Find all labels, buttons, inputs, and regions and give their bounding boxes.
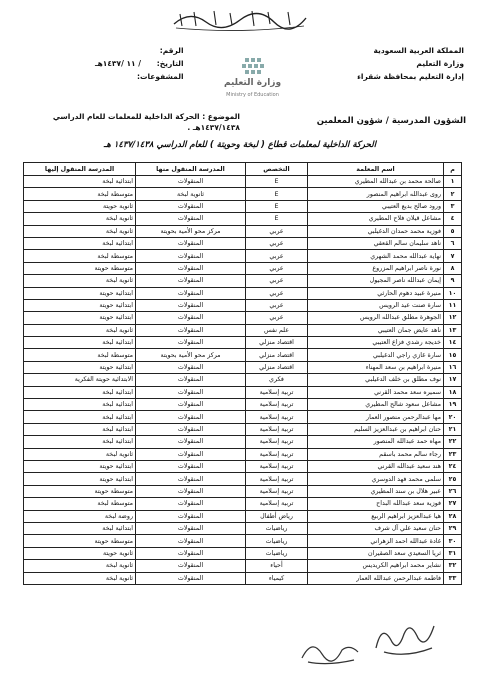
cell-specialty: تربية إسلامية <box>246 399 308 411</box>
cell-index: ٨ <box>444 262 462 274</box>
cell-name: ورود صالح بديع العتيبي <box>308 200 444 212</box>
cell-to-school: متوسطة لبخة <box>24 250 136 262</box>
transfers-table <box>23 162 462 585</box>
cell-to-school: ابتدائية لبخة <box>24 411 136 423</box>
col-header-from-school: المدرسة المنقول منها <box>136 163 246 176</box>
cell-to-school: الابتدائية حويتة الفكرية <box>24 374 136 386</box>
cell-to-school: متوسطة لبخة <box>24 349 136 361</box>
cell-name: حنان ابراهيم بن عبدالعزيز السليم <box>308 423 444 435</box>
cell-to-school: متوسطة حويتة <box>24 485 136 497</box>
cell-name: رجاء سالم محمد باسقم <box>308 448 444 460</box>
cell-name: حنان سعيد علي آل شرف <box>308 522 444 534</box>
cell-to-school: ثانوية حويتة <box>24 547 136 559</box>
cell-from-school: المنقولات <box>136 237 246 249</box>
cell-to-school: ابتدائية حويتة <box>24 312 136 324</box>
table-row <box>24 436 462 448</box>
cell-from-school: المنقولات <box>136 411 246 423</box>
table-row <box>24 547 462 559</box>
cell-from-school: المنقولات <box>136 213 246 225</box>
cell-index: ٢٥ <box>444 473 462 485</box>
cell-specialty: عربي <box>246 312 308 324</box>
cell-from-school: المنقولات <box>136 275 246 287</box>
table-row <box>24 572 462 584</box>
cell-name: هيا عبدالعزيز ابراهيم الربيع <box>308 510 444 522</box>
cell-from-school: المنقولات <box>136 312 246 324</box>
cell-from-school: المنقولات <box>136 560 246 572</box>
cell-from-school: المنقولات <box>136 436 246 448</box>
cell-to-school: ثانوية لبخة <box>24 225 136 237</box>
cell-index: ١٤ <box>444 337 462 349</box>
cell-specialty: تربية إسلامية <box>246 473 308 485</box>
cell-specialty: عربي <box>246 299 308 311</box>
table-row <box>24 535 462 547</box>
subject-line: الموضوع : الحركة الداخلية للمعلمات للعام الدراسي ١٤٣٧/١٤٣٨هـ . <box>52 112 240 132</box>
cell-to-school: ثانوية لبخة <box>24 572 136 584</box>
cell-to-school: ابتدائية حويتة <box>24 299 136 311</box>
cell-specialty: رياضيات <box>246 535 308 547</box>
cell-from-school: المنقولات <box>136 522 246 534</box>
cell-specialty: عربي <box>246 225 308 237</box>
table-row <box>24 200 462 212</box>
cell-name: عبير هلال بن سند المطيري <box>308 485 444 497</box>
cell-index: ٣٠ <box>444 535 462 547</box>
header-left-block <box>95 44 184 83</box>
cell-to-school: ثانوية لبخة <box>24 448 136 460</box>
cell-index: ١٣ <box>444 324 462 336</box>
table-row <box>24 460 462 472</box>
table-row <box>24 374 462 386</box>
table-row <box>24 423 462 435</box>
table-body <box>24 176 462 585</box>
cell-to-school: ابتدائية لبخة <box>24 386 136 398</box>
cell-from-school: المنقولات <box>136 386 246 398</box>
cell-name: نورة ناصر ابراهيم المزروع <box>308 262 444 274</box>
cell-to-school: ابتدائية حويتة <box>24 287 136 299</box>
cell-from-school: ثانوية لبخة <box>136 188 246 200</box>
cell-specialty: عربي <box>246 275 308 287</box>
cell-to-school: ابتدائية لبخة <box>24 436 136 448</box>
cell-specialty: اقتصاد منزلي <box>246 337 308 349</box>
ref-label: الرقم: <box>159 46 184 55</box>
cell-from-school: المنقولات <box>136 448 246 460</box>
cell-index: ١٢ <box>444 312 462 324</box>
cell-specialty: اقتصاد منزلي <box>246 349 308 361</box>
table-row <box>24 176 462 188</box>
cell-from-school: المنقولات <box>136 485 246 497</box>
cell-to-school: متوسطة حويتة <box>24 262 136 274</box>
cell-to-school: ابتدائية لبخة <box>24 423 136 435</box>
cell-from-school: المنقولات <box>136 473 246 485</box>
cell-specialty: E <box>246 200 308 212</box>
table-row <box>24 324 462 336</box>
cell-index: ٥ <box>444 225 462 237</box>
table-row <box>24 349 462 361</box>
cell-specialty: علم نفس <box>246 324 308 336</box>
table-row <box>24 312 462 324</box>
cell-from-school: مركز محو الأمية بحويتة <box>136 225 246 237</box>
col-header-to-school: المدرسة المنقول إليها <box>24 163 136 176</box>
cell-specialty: E <box>246 176 308 188</box>
cell-specialty: تربية إسلامية <box>246 460 308 472</box>
cell-specialty: E <box>246 213 308 225</box>
cell-specialty: تربية إسلامية <box>246 386 308 398</box>
department-line: الشؤون المدرسية / شؤون المعلمين <box>316 116 466 126</box>
cell-name: مها عبدالرحمن منصور العمار <box>308 411 444 423</box>
cell-index: ٢٠ <box>444 411 462 423</box>
cell-name: منيرة ابراهيم بن سعد المهناء <box>308 361 444 373</box>
cell-index: ٣٢ <box>444 560 462 572</box>
cell-to-school: ابتدائية لبخة <box>24 337 136 349</box>
cell-specialty: كيمياء <box>246 572 308 584</box>
cell-name: غادة عبدالله احمد الزهراني <box>308 535 444 547</box>
cell-specialty: E <box>246 188 308 200</box>
table-row <box>24 299 462 311</box>
col-header-name: اسم المعلمة <box>308 163 444 176</box>
cell-from-school: المنقولات <box>136 374 246 386</box>
table-row <box>24 399 462 411</box>
cell-name: صالحة محمد بن عبدالله المطيري <box>308 176 444 188</box>
table-row <box>24 386 462 398</box>
cell-name: منيرة عبيد دهوم الحارثي <box>308 287 444 299</box>
table-row <box>24 498 462 510</box>
cell-from-school: مركز محو الأمية بحويتة <box>136 349 246 361</box>
cell-index: ١١ <box>444 299 462 311</box>
cell-to-school: ثانوية لبخة <box>24 324 136 336</box>
logo-subtext: Ministry of Education <box>226 92 279 98</box>
basmala-calligraphy <box>170 6 310 32</box>
cell-name: نوف مطلق بن خلف الدغيلبي <box>308 374 444 386</box>
cell-specialty: فكري <box>246 374 308 386</box>
cell-from-school: المنقولات <box>136 423 246 435</box>
table-header-row <box>24 163 462 176</box>
cell-from-school: المنقولات <box>136 460 246 472</box>
cell-from-school: المنقولات <box>136 324 246 336</box>
cell-name: مشاعل سعود شالح المطيري <box>308 399 444 411</box>
cell-name: ناهد عايض جمان العتيبي <box>308 324 444 336</box>
cell-name: سارة صنت عيد الرويس <box>308 299 444 311</box>
cell-from-school: المنقولات <box>136 510 246 522</box>
cell-specialty: أحياء <box>246 560 308 572</box>
cell-name: فوزية سعد عبدالله البداح <box>308 498 444 510</box>
header-right-block <box>357 44 464 83</box>
cell-name: فاطمة عبدالرحمن عبدالله العمار <box>308 572 444 584</box>
cell-name: نهاية عبدالله محمد الشهري <box>308 250 444 262</box>
cell-name: فوزية محمد حمدان الدغيلبي <box>308 225 444 237</box>
cell-name: هند سعيد عبدالله القرني <box>308 460 444 472</box>
signature-mark <box>298 630 363 668</box>
cell-index: ١٦ <box>444 361 462 373</box>
cell-index: ٣ <box>444 200 462 212</box>
cell-index: ١ <box>444 176 462 188</box>
cell-index: ٢٧ <box>444 498 462 510</box>
cell-from-school: المنقولات <box>136 361 246 373</box>
cell-from-school: المنقولات <box>136 498 246 510</box>
cell-to-school: ابتدائية لبخة <box>24 237 136 249</box>
cell-index: ٢ <box>444 188 462 200</box>
cell-index: ٤ <box>444 213 462 225</box>
cell-to-school: ابتدائية لبخة <box>24 522 136 534</box>
logo-text: وزارة التعليم <box>223 78 282 88</box>
table-row <box>24 411 462 423</box>
cell-specialty: تربية إسلامية <box>246 498 308 510</box>
cell-to-school: ثانوية حويتة <box>24 200 136 212</box>
col-header-index: م <box>444 163 462 176</box>
cell-to-school: ثانوية لبخة <box>24 560 136 572</box>
header-line-directorate: إدارة التعليم بمحافظة شقراء <box>357 72 464 81</box>
cell-name: ناهد سليمان سالم القعقي <box>308 237 444 249</box>
cell-from-school: المنقولات <box>136 250 246 262</box>
cell-name: روى عبدالله ابراهيم المنصور <box>308 188 444 200</box>
cell-index: ٢٦ <box>444 485 462 497</box>
cell-to-school: متوسطة لبخة <box>24 498 136 510</box>
table-row <box>24 287 462 299</box>
cell-index: ١٩ <box>444 399 462 411</box>
cell-name: مشاعل قيلان فلاح المطيري <box>308 213 444 225</box>
cell-from-school: المنقولات <box>136 200 246 212</box>
attachments-label: المشفوعات: <box>136 72 184 81</box>
table-row <box>24 213 462 225</box>
header-line-kingdom: المملكة العربية السعودية <box>373 46 464 55</box>
table-row <box>24 225 462 237</box>
table-row <box>24 510 462 522</box>
cell-specialty: عربي <box>246 237 308 249</box>
cell-specialty: رياضيات <box>246 522 308 534</box>
cell-name: خديجة رشدي فزاع العتيبي <box>308 337 444 349</box>
date-label: التاريخ: <box>156 59 184 68</box>
cell-to-school: ابتدائية حويتة <box>24 361 136 373</box>
cell-to-school: ابتدائية لبخة <box>24 399 136 411</box>
cell-index: ١٠ <box>444 287 462 299</box>
cell-name: سلمى محمد فهد الدوسري <box>308 473 444 485</box>
table-row <box>24 237 462 249</box>
cell-index: ١٨ <box>444 386 462 398</box>
cell-index: ٢٣ <box>444 448 462 460</box>
cell-to-school: متوسطة لبخة <box>24 188 136 200</box>
cell-specialty: تربية إسلامية <box>246 448 308 460</box>
cell-name: ثريا السعيدي سعد الصقيران <box>308 547 444 559</box>
signature-mark <box>370 612 440 658</box>
cell-index: ٣٣ <box>444 572 462 584</box>
cell-index: ٩ <box>444 275 462 287</box>
table-row <box>24 188 462 200</box>
col-header-specialty: التخصص <box>246 163 308 176</box>
cell-from-school: المنقولات <box>136 287 246 299</box>
cell-to-school: روضة لبخة <box>24 510 136 522</box>
cell-from-school: المنقولات <box>136 176 246 188</box>
cell-specialty: عربي <box>246 287 308 299</box>
cell-index: ٣١ <box>444 547 462 559</box>
cell-index: ٢٤ <box>444 460 462 472</box>
cell-name: الجوهرة مطلق عبدالله الرويس <box>308 312 444 324</box>
date-value: / ١١ /١٤٣٧هـ <box>95 59 141 68</box>
table-row <box>24 473 462 485</box>
cell-index: ٦ <box>444 237 462 249</box>
table-row <box>24 275 462 287</box>
cell-index: ٧ <box>444 250 462 262</box>
cell-specialty: عربي <box>246 250 308 262</box>
cell-specialty: رياض أطفال <box>246 510 308 522</box>
cell-index: ١٥ <box>444 349 462 361</box>
cell-name: إيمان عبدالله ناصر المجيول <box>308 275 444 287</box>
cell-from-school: المنقولات <box>136 262 246 274</box>
cell-index: ٢٢ <box>444 436 462 448</box>
table-row <box>24 337 462 349</box>
table-row <box>24 448 462 460</box>
table-row <box>24 522 462 534</box>
cell-specialty: تربية إسلامية <box>246 436 308 448</box>
cell-index: ٢١ <box>444 423 462 435</box>
cell-specialty: تربية إسلامية <box>246 423 308 435</box>
table-row <box>24 361 462 373</box>
cell-from-school: المنقولات <box>136 535 246 547</box>
cell-from-school: المنقولات <box>136 547 246 559</box>
cell-from-school: المنقولات <box>136 337 246 349</box>
cell-index: ١٧ <box>444 374 462 386</box>
cell-to-school: متوسطة حويتة <box>24 535 136 547</box>
cell-to-school: ثانوية لبخة <box>24 213 136 225</box>
table-row <box>24 262 462 274</box>
cell-index: ٢٩ <box>444 522 462 534</box>
header-line-ministry: وزارة التعليم <box>416 59 464 68</box>
cell-index: ٢٨ <box>444 510 462 522</box>
cell-name: سميره سعد محمد القرني <box>308 386 444 398</box>
cell-specialty: تربية إسلامية <box>246 485 308 497</box>
cell-to-school: ثانوية لبخة <box>24 275 136 287</box>
table-row <box>24 560 462 572</box>
cell-from-school: المنقولات <box>136 572 246 584</box>
cell-to-school: ابتدائية حويتة <box>24 460 136 472</box>
table-row <box>24 485 462 497</box>
cell-to-school: ابتدائية لبخة <box>24 176 136 188</box>
table-row <box>24 250 462 262</box>
cell-name: نشاير محمد ابراهيم الكريديس <box>308 560 444 572</box>
document-title: الحركة الداخلية لمعلمات قطاع ( لبخة وحويتة ) للعام الدراسي ١٤٣٧/١٤٣٨ هـ <box>103 140 377 150</box>
cell-name: سارة غازي راجي الدغيلبي <box>308 349 444 361</box>
cell-from-school: المنقولات <box>136 299 246 311</box>
cell-specialty: رياضيات <box>246 547 308 559</box>
cell-specialty: تربية إسلامية <box>246 411 308 423</box>
cell-specialty: عربي <box>246 262 308 274</box>
cell-specialty: اقتصاد منزلي <box>246 361 308 373</box>
cell-name: مهاه حمد عبدالله المنصور <box>308 436 444 448</box>
cell-from-school: المنقولات <box>136 399 246 411</box>
cell-to-school: ابتدائية حويتة <box>24 473 136 485</box>
